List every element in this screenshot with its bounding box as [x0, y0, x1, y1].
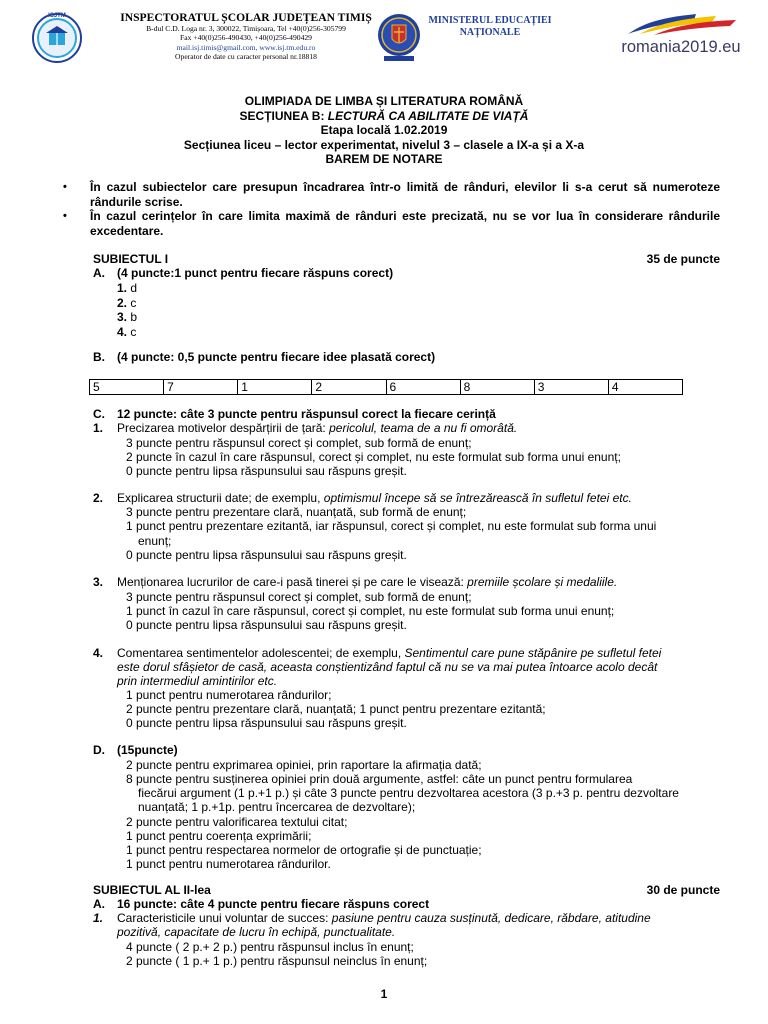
answer-2-value: c: [127, 295, 137, 310]
item-c2-lead: [117, 491, 632, 506]
note-1: [63, 180, 720, 209]
item-d-line: 8 puncte pentru susținerea opiniei prin două argumente, astfel: câte un punct pentru formularea: [126, 772, 633, 786]
item-c3-line: 0 puncte pentru lipsa răspunsului sau răspuns greșit.: [126, 618, 407, 632]
romania2019-logo: [620, 10, 740, 64]
item-d-line: 1 punct pentru numerotarea rândurilor.: [126, 857, 331, 871]
title-olimpiada: OLIMPIADA DE LIMBA ȘI LITERATURA ROMÂNĂ: [244, 94, 524, 108]
subiect-1-title: SUBIECTUL I: [93, 252, 169, 266]
item-c4-number: 4.: [93, 646, 104, 660]
ministry-name: [428, 15, 552, 38]
subiect-1-a-text: (4 puncte:1 punct pentru fiecare răspuns corect): [117, 266, 394, 280]
item-c4-lead-italic: Sentimentul care pune stăpânire pe sufletul fetei: [404, 646, 662, 660]
romania2019-flag-icon: [620, 10, 740, 40]
table-row: [90, 380, 683, 395]
answer-1: [117, 281, 137, 296]
item-c1-lead-text: Precizarea motivelor despărțirii de țară:: [117, 421, 330, 435]
table-cell: 3: [534, 380, 608, 395]
isj-logo-icon: [32, 13, 82, 63]
item-c4-lead-text: Comentarea sentimentelor adolescentei; de exemplu,: [117, 646, 405, 660]
subiect-1-points: 35 de puncte: [646, 252, 720, 266]
item-c2-number: 2.: [93, 491, 104, 505]
isj-logo-text: ISJTM: [48, 13, 66, 19]
subiect-2-title: SUBIECTUL AL II-lea: [93, 883, 211, 897]
item-c3-lead-italic: premiile școlare și medaliile.: [467, 575, 618, 589]
answer-4: [117, 325, 137, 340]
item-s2-1-lead-text: Caracteristicile unui voluntar de succes:: [117, 911, 332, 925]
table-cell: 7: [164, 380, 238, 395]
item-c2-line: 3 puncte pentru prezentare clară, nuanțată, sub formă de enunț;: [126, 505, 467, 519]
subiect-1-a-label: A.: [93, 266, 105, 280]
subiect-1-c-label: C.: [93, 407, 105, 421]
table-cell: 2: [312, 380, 386, 395]
item-c1-lead: [117, 421, 517, 436]
ideas-order-table: [89, 379, 683, 395]
item-d-line: 1 punct pentru respectarea normelor de ortografie și de punctuație;: [126, 843, 482, 857]
title-nivel: Secțiunea liceu – lector experimentat, nivelul 3 – clasele a IX-a și a X-a: [183, 137, 585, 152]
item-c3-lead: [117, 575, 617, 590]
table-cell: 1: [238, 380, 312, 395]
table-cell: 8: [460, 380, 534, 395]
item-d-line: 2 puncte pentru valorificarea textului citat;: [126, 815, 348, 829]
item-c2-line: 1 punct pentru prezentare ezitantă, iar răspunsul, corect și complet, nu este formulat sub forma unui: [126, 519, 657, 533]
letterhead: [30, 10, 740, 64]
item-c3-number: 3.: [93, 575, 104, 589]
answer-3-value: b: [127, 310, 138, 325]
subiect-2-header: [93, 883, 720, 898]
table-cell: 4: [608, 380, 682, 395]
grading-notes: [63, 180, 720, 238]
isj-address: B-dul C.D. Loga nr. 3, 300022, Timișoara, Tel +40(0)256-305799: [146, 24, 346, 33]
page-number: 1: [380, 987, 388, 1001]
item-s2-1-line: 2 puncte ( 1 p.+ 1 p.) pentru răspunsul neinclus în enunț;: [126, 954, 428, 968]
answer-1-number: 1.: [117, 281, 128, 295]
item-s2-1-line: 4 puncte ( 2 p.+ 2 p.) pentru răspunsul inclus în enunț;: [126, 940, 414, 954]
item-c2-line: enunț;: [138, 534, 172, 548]
item-c2-lead-text: Explicarea structurii date; de exemplu,: [117, 491, 324, 505]
subiect-1-c-text: 12 puncte: câte 3 puncte pentru răspunsul corect la fiecare cerință: [117, 407, 496, 421]
title-etapa: Etapa locală 1.02.2019: [320, 123, 448, 137]
item-s2-1-lead: [117, 911, 651, 926]
title-sectiunea-italic: LECTURĂ CA ABILITATE DE VIAȚĂ: [327, 108, 529, 123]
subiect-1-d-text: (15puncte): [117, 743, 178, 757]
item-c1-line: 2 puncte în cazul în care răspunsul, corect și complet, nu este formulat sub forma unui enunț;: [126, 450, 621, 464]
title-sectiunea-prefix: SECȚIUNEA B:: [239, 108, 328, 123]
subiect-2-points: 30 de puncte: [646, 883, 720, 897]
item-c4-lead: [117, 646, 661, 661]
table-cell: 6: [386, 380, 460, 395]
title-barem: BAREM DE NOTARE: [325, 152, 443, 166]
item-c3-lead-text: Menționarea lucrurilor de care-i pasă tinerei și pe care le visează:: [117, 575, 468, 589]
subiect-1-d-label: D.: [93, 743, 105, 757]
isj-info: [96, 11, 396, 62]
item-d-line: 2 puncte pentru exprimarea opiniei, prin raportare la afirmația dată;: [126, 758, 482, 772]
answer-1-value: d: [127, 281, 138, 295]
subiect-1-a-answers: [117, 281, 137, 339]
bullet-icon: •: [63, 210, 67, 223]
ministry-crest-icon: [376, 11, 422, 63]
romania2019-text: romania2019.eu: [621, 38, 741, 56]
answer-3: [117, 310, 137, 325]
item-s2-1-number: 1.: [93, 911, 104, 925]
item-c1-lead-italic: pericolul, teama de a nu fi omorâtă.: [329, 421, 518, 435]
ministry-line2: NAȚIONALE: [459, 26, 521, 38]
item-c4-cont: este dorul sfâșietor de casă, aceasta conștientizând faptul că nu se va mai putea întoarce acolo decât: [117, 660, 658, 674]
isj-web: mail.isj.timis@gmail.com, www.isj.tm.edu.ro: [176, 42, 316, 52]
subiect-2-a-label: A.: [93, 897, 105, 911]
item-c2-lead-italic: optimismul începe să se întrezărească în sufletul fetei etc.: [323, 491, 632, 505]
item-d-line: 1 punct pentru coerența exprimării;: [126, 829, 312, 843]
subiect-2-a-text: 16 puncte: câte 4 puncte pentru fiecare răspuns corect: [117, 897, 430, 911]
item-d-line: nuanțată; 1 p.+1p. pentru încercarea de dezvoltare);: [138, 800, 416, 814]
item-c1-line: 0 puncte pentru lipsa răspunsului sau răspuns greșit.: [126, 464, 407, 478]
note-2: [63, 209, 720, 238]
isj-title: INSPECTORATUL ȘCOLAR JUDEȚEAN TIMIȘ: [120, 11, 372, 24]
note-1-text: În cazul subiectelor care presupun încadrarea într-o limită de rânduri, elevilor li s-a cerut să numeroteze rândurile scrise.: [90, 180, 720, 209]
item-c1-line: 3 puncte pentru răspunsul corect și complet, sub formă de enunț;: [126, 436, 472, 450]
answer-4-number: 4.: [117, 324, 128, 339]
table-cell: 5: [90, 380, 164, 395]
isj-operator: Operator de date cu caracter personal nr.18818: [175, 52, 317, 62]
item-s2-1-cont: pozitivă, capacitate de lucru în echipă, punctualitate.: [117, 925, 396, 939]
title-sectiunea: [0, 109, 768, 124]
item-c4-line: 2 puncte pentru prezentare clară, nuanțată; 1 punct pentru prezentare ezitantă;: [126, 702, 546, 716]
answer-3-number: 3.: [117, 310, 128, 325]
answer-4-value: c: [127, 324, 137, 339]
item-c1-number: 1.: [93, 421, 104, 435]
subiect-1-b-label: B.: [93, 350, 105, 364]
item-d-line: fiecărui argument (1 p.+1 p.) și câte 3 puncte pentru dezvoltarea acestora (3 p.+3 p. pentru dezvoltare: [138, 786, 679, 800]
item-c2-line: 0 puncte pentru lipsa răspunsului sau răspuns greșit.: [126, 548, 407, 562]
answer-2-number: 2.: [117, 295, 128, 310]
item-c4-line: 0 puncte pentru lipsa răspunsului sau răspuns greșit.: [126, 716, 407, 730]
document-titles: [0, 94, 768, 167]
answer-2: [117, 296, 137, 311]
item-s2-1-lead-italic: pasiune pentru cauza susținută, dedicare, răbdare, atitudine: [331, 911, 651, 925]
item-c3-line: 3 puncte pentru răspunsul corect și complet, sub formă de enunț;: [126, 590, 472, 604]
item-c3-line: 1 punct în cazul în care răspunsul, corect și complet, nu este formulat sub forma unui enunț;: [126, 604, 615, 618]
subiect-1-b-text: (4 puncte: 0,5 puncte pentru fiecare idee plasată corect): [117, 350, 436, 364]
item-c4-cont: prin intermediul amintirilor etc.: [117, 674, 278, 688]
isj-fax: Fax +40(0)256-490430, +40(0)256-490429: [180, 33, 312, 43]
ministry-line1: MINISTERUL EDUCAȚIEI: [428, 15, 552, 26]
subiect-1-header: [93, 252, 720, 267]
bullet-icon: •: [63, 181, 67, 193]
note-2-text: În cazul cerințelor în care limita maximă de rânduri este precizată, nu se vor lua în considerare rândurile excedentare.: [90, 209, 720, 238]
item-c4-line: 1 punct pentru numerotarea rândurilor;: [126, 688, 332, 702]
